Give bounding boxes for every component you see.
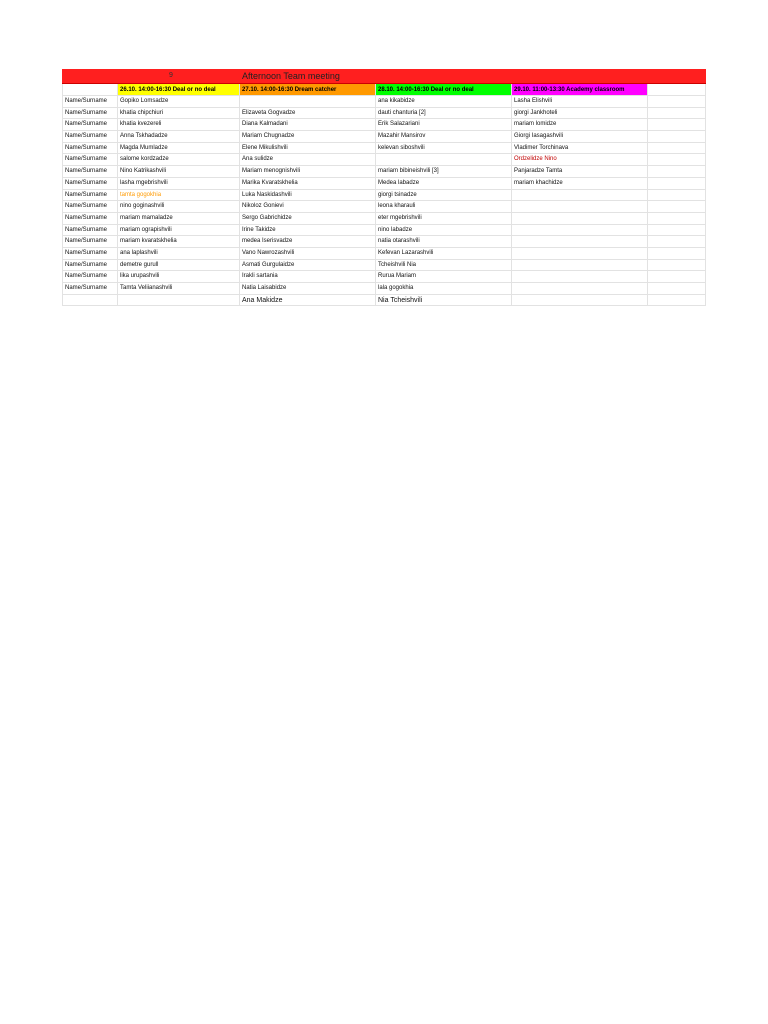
table-cell[interactable]: Name/Surname [62,96,118,108]
column-header-4[interactable]: 29.10. 11:00-13:30 Academy classroom [512,84,648,96]
table-cell[interactable]: Lasha Elishvili [512,96,648,108]
sheet-title: Afternoon Team meeting [242,71,340,81]
table-cell[interactable]: Asmati Gurgulaidze [240,260,376,272]
table-cell[interactable]: Irakli sartania [240,271,376,283]
table-row [62,178,706,190]
table-cell[interactable]: salome kordzadze [118,154,240,166]
table-cell[interactable]: Name/Surname [62,201,118,213]
table-cell[interactable]: Kefevan Lazarashvili [376,248,512,260]
header-row [62,84,706,96]
table-cell[interactable]: ana kikabidze [376,96,512,108]
table-row [62,236,706,248]
table-cell[interactable] [512,190,648,202]
table-cell[interactable]: ana laplashvili [118,248,240,260]
table-cell[interactable] [648,201,706,213]
table-cell[interactable]: Tcheishvili Nia [376,260,512,272]
table-cell[interactable]: Ordzelidze Nino [512,154,648,166]
table-cell[interactable]: mariam ograpishvili [118,225,240,237]
table-cell[interactable] [512,260,648,272]
table-cell[interactable]: Marika Kvaratskhelia [240,178,376,190]
table-cell[interactable]: Name/Surname [62,271,118,283]
table-cell[interactable]: Name/Surname [62,248,118,260]
table-row [62,108,706,120]
table-cell[interactable]: Magda Mumladze [118,143,240,155]
table-row [62,213,706,225]
column-header-2[interactable]: 27.10. 14:00-16:30 Dream catcher [240,84,376,96]
table-cell[interactable] [648,190,706,202]
table-cell[interactable]: Name/Surname [62,154,118,166]
table-cell[interactable] [648,154,706,166]
table-cell[interactable] [240,96,376,108]
table-cell[interactable]: Luka Naskidashvili [240,190,376,202]
table-cell[interactable] [512,213,648,225]
table-cell[interactable] [648,108,706,120]
table-cell[interactable]: Irine Takidze [240,225,376,237]
table-cell[interactable] [648,131,706,143]
table-cell[interactable]: khatia chipchiuri [118,108,240,120]
table-cell[interactable] [648,166,706,178]
table-row [62,154,706,166]
table-cell[interactable] [648,178,706,190]
table-cell[interactable]: Name/Surname [62,143,118,155]
table-cell[interactable] [648,283,706,295]
table-cell[interactable]: khatia kvezereli [118,119,240,131]
table-cell[interactable]: Tamta Veliianashvili [118,283,240,295]
table-cell[interactable]: demetre gurull [118,260,240,272]
table-row [62,225,706,237]
table-cell[interactable] [648,143,706,155]
table-row [62,119,706,131]
table-cell[interactable]: Name/Surname [62,236,118,248]
table-cell[interactable] [648,295,706,307]
table-cell[interactable]: nino goginashvili [118,201,240,213]
table-row [62,260,706,272]
table-cell[interactable]: Natia Laisabidze [240,283,376,295]
table-row [62,143,706,155]
table-cell[interactable]: natia otarashvili [376,236,512,248]
table-cell[interactable] [648,96,706,108]
table-cell[interactable] [512,295,648,307]
table-cell[interactable]: lika urupashvili [118,271,240,283]
table-cell[interactable]: mariam kvaratskhelia [118,236,240,248]
table-cell[interactable]: mariam mamaladze [118,213,240,225]
table-cell[interactable]: Anna Tskhadadze [118,131,240,143]
table-cell[interactable]: Sergo Gabrichidze [240,213,376,225]
table-cell[interactable]: Name/Surname [62,166,118,178]
table-cell[interactable]: Elene Mikulishvili [240,143,376,155]
table-cell[interactable]: lasha mgebrishvili [118,178,240,190]
table-cell[interactable]: Name/Surname [62,178,118,190]
table-cell[interactable]: Name/Surname [62,119,118,131]
table-cell[interactable]: Ana Makidze [240,295,376,307]
table-cell[interactable]: Ana sulidze [240,154,376,166]
table-cell[interactable] [648,213,706,225]
table-cell[interactable]: mariam khachidze [512,178,648,190]
table-cell[interactable]: leona kharauli [376,201,512,213]
table-cell[interactable]: medea Iserisvadze [240,236,376,248]
table-cell[interactable]: Elizaveta Gogvadze [240,108,376,120]
table-cell[interactable]: Gopiko Lomsadze [118,96,240,108]
table-cell[interactable]: Name/Surname [62,131,118,143]
table-cell[interactable]: Name/Surname [62,225,118,237]
table-row [62,190,706,202]
table-row [62,96,706,108]
table-cell[interactable]: Mariam Chugnadze [240,131,376,143]
table-cell[interactable] [512,271,648,283]
table-cell[interactable] [648,119,706,131]
spreadsheet [62,69,706,306]
table-row [62,248,706,260]
table-row [62,201,706,213]
table-cell[interactable] [512,236,648,248]
table-cell[interactable] [376,154,512,166]
table-cell[interactable]: dauti chanturia [2] [376,108,512,120]
title-marker: 9 [169,72,173,79]
table-cell[interactable]: Erik Salazariani [376,119,512,131]
table-cell[interactable]: Vladimer Torchinava [512,143,648,155]
column-header-0[interactable] [62,84,118,96]
table-cell[interactable]: giorgi tsinadze [376,190,512,202]
table-cell[interactable]: Medea labadze [376,178,512,190]
table-cell[interactable] [512,248,648,260]
table-cell[interactable]: lala gogokhia [376,283,512,295]
table-cell[interactable]: nino labadze [376,225,512,237]
title-row [62,69,706,84]
table-cell[interactable]: Nino Katrikashvili [118,166,240,178]
table-cell[interactable]: giorgi Jankhoteli [512,108,648,120]
table-cell[interactable] [648,271,706,283]
table-cell[interactable]: tamta gogokhia [118,190,240,202]
column-header-1[interactable]: 26.10. 14:00-16:30 Deal or no deal [118,84,240,96]
table-cell[interactable]: Diana Kalmadani [240,119,376,131]
table-cell[interactable]: Mariam menognishvili [240,166,376,178]
table-cell[interactable]: Nikoloz Gonievi [240,201,376,213]
table-cell[interactable]: mariam bibineishvili [3] [376,166,512,178]
table-cell[interactable] [118,295,240,307]
table-cell[interactable]: mariam lomidze [512,119,648,131]
table-row [62,283,706,295]
table-cell[interactable]: Panjaradze Tamta [512,166,648,178]
table-cell[interactable] [648,248,706,260]
table-cell[interactable]: Rurua Mariam [376,271,512,283]
table-row [62,131,706,143]
table-cell[interactable]: eter mgebrishvili [376,213,512,225]
table-cell[interactable]: Mazahir Mansirov [376,131,512,143]
table-cell[interactable]: Nia Tcheishvili [376,295,512,307]
table-body [62,96,706,306]
table-cell[interactable]: Name/Surname [62,283,118,295]
table-row [62,295,706,307]
column-header-5[interactable] [648,84,706,96]
table-cell[interactable] [62,295,118,307]
table-cell[interactable]: Name/Surname [62,260,118,272]
table-row [62,166,706,178]
table-cell[interactable] [512,283,648,295]
table-cell[interactable]: Vano Nawrozashvili [240,248,376,260]
table-cell[interactable]: Name/Surname [62,108,118,120]
table-cell[interactable] [512,201,648,213]
table-cell[interactable]: Name/Surname [62,190,118,202]
table-cell[interactable] [648,225,706,237]
table-cell[interactable]: Name/Surname [62,213,118,225]
column-header-3[interactable]: 28.10. 14:00-16:30 Deal or no deal [376,84,512,96]
table-cell[interactable] [512,225,648,237]
table-cell[interactable] [648,260,706,272]
table-cell[interactable]: Giorgi Iasagashvili [512,131,648,143]
table-row [62,271,706,283]
table-cell[interactable] [648,236,706,248]
table-cell[interactable]: kelevan siboshvili [376,143,512,155]
